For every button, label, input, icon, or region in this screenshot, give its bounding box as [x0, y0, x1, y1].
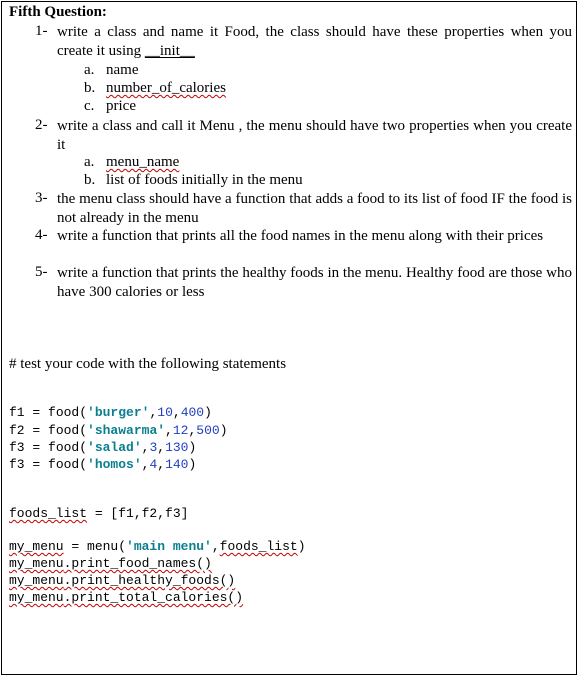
list-item-letter: b. [84, 80, 96, 96]
question-text: write a class and name it Food, the class should have these properties when you create it using __init__ [57, 24, 572, 59]
code-line: my_menu.print_total_calories() [9, 590, 244, 605]
question-text: write a function that prints the healthy foods in the menu. Healthy food are those who have 300 calories or less [57, 265, 572, 300]
code-line: my_menu = menu('main menu',foods_list) [9, 539, 306, 554]
list-item-text: menu_name [106, 154, 180, 170]
list-item-text: list of foods initially in the menu [106, 172, 303, 188]
question-number: 3- [35, 190, 48, 206]
code-line: f2 = food('shawarma',12,500) [9, 423, 228, 438]
page-title: Fifth Question: [9, 4, 107, 20]
code-line: f1 = food('burger',10,400) [9, 405, 212, 420]
init-method-text: __init__ [144, 42, 195, 59]
code-line: f3 = food('homos',4,140) [9, 457, 197, 472]
question-number: 1- [35, 23, 48, 39]
code-line: my_menu.print_food_names() [9, 556, 212, 571]
list-item-letter: a. [84, 154, 95, 170]
question-text: write a class and call it Menu , the menu should have two properties when you create it [57, 118, 572, 153]
code-line: foods_list = [f1,f2,f3] [9, 506, 189, 521]
code-line: my_menu.print_healthy_foods() [9, 573, 236, 588]
question-number: 4- [35, 227, 48, 243]
list-item-text: name [106, 62, 139, 78]
list-item-letter: b. [84, 172, 96, 188]
code-line: f3 = food('salad',3,130) [9, 440, 197, 455]
question-number: 5- [35, 264, 48, 280]
question-text: the menu class should have a function that adds a food to its list of food IF the food is not already in the menu [57, 191, 572, 226]
list-item-letter: c. [84, 98, 95, 114]
list-item-text: price [106, 98, 136, 114]
code-comment: # test your code with the following statements [9, 356, 287, 372]
list-item-text: number_of_calories [106, 80, 226, 96]
list-item-letter: a. [84, 62, 95, 78]
question-text: write a function that prints all the food names in the menu along with their prices [57, 228, 544, 244]
question-number: 2- [35, 117, 48, 133]
